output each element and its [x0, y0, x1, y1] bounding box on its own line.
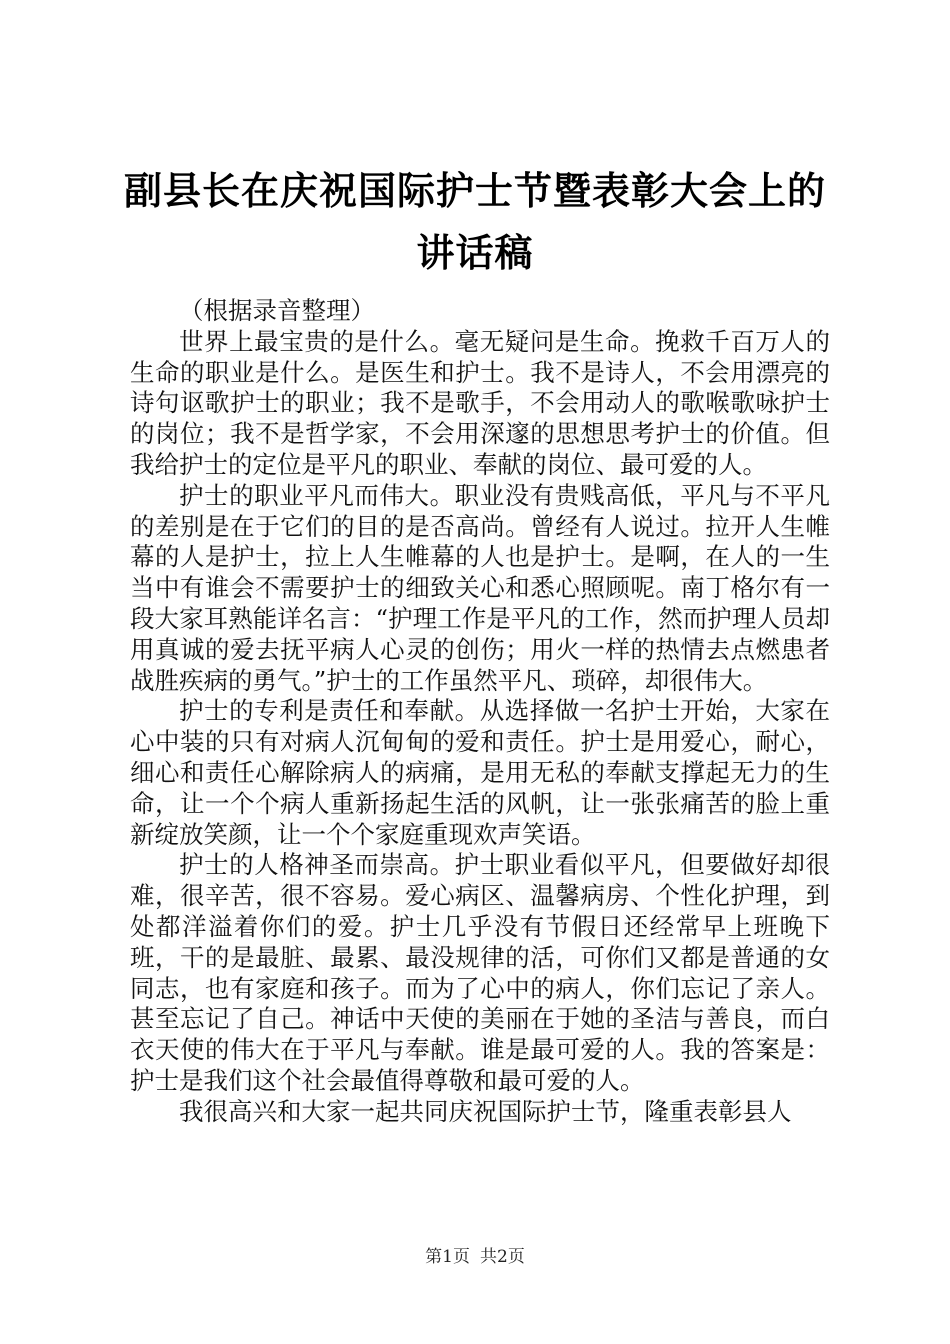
page-total: 共2页 — [480, 1247, 525, 1267]
paragraph: 护士的人格神圣而崇高。护士职业看似平凡，但要做好却很难，很辛苦，很不容易。爱心病区、温馨病房、个性化护理，到处都洋溢着你们的爱。护士几乎没有节假日还经常早上班晚下班，干的是最脏、最累、最没规律的活，可你们又都是普通的女同志，也有家庭和孩子。而为了心中的病人，你们忘记了亲人。甚至忘记了自己。神话中天使的美丽在于她的圣洁与善良，而白衣天使的伟大在于平凡与奉献。谁是最可爱的人。我的答案是：护士是我们这个社会最值得尊敬和最可爱的人。 — [130, 850, 830, 1095]
paragraph: 护士的职业平凡而伟大。职业没有贵贱高低，平凡与不平凡的差别是在于它们的目的是否高尚。曾经有人说过。拉开人生帷幕的人是护士，拉上人生帷幕的人也是护士。是啊，在人的一生当中有谁会不需要护士的细致关心和悉心照顾呢。南丁格尔有一段大家耳熟能详名言：“护理工作是平凡的工作，然而护理人员却用真诚的爱去抚平病人心灵的创伤；用火一样的热情去点燃患者战胜疾病的勇气。”护士的工作虽然平凡、琐碎，却很伟大。 — [130, 480, 830, 695]
document-title: 副县长在庆祝国际护士节暨表彰大会上的讲话稿 — [123, 169, 826, 275]
paragraph: 我很高兴和大家一起共同庆祝国际护士节，隆重表彰县人 — [179, 1096, 792, 1126]
page-number: 第1页 — [425, 1247, 470, 1267]
transcript-note: （根据录音整理） — [179, 296, 375, 325]
paragraph: 护士的专利是责任和奉献。从选择做一名护士开始，大家在心中装的只有对病人沉甸甸的爱和责任。护士是用爱心，耐心，细心和责任心解除病人的病痛，是用无私的奉献支撑起无力的生命，让一个个病人重新扬起生活的风帆，让一张张痛苦的脸上重新绽放笑颜，让一个个家庭重现欢声笑语。 — [130, 696, 830, 849]
document-body — [130, 296, 830, 1128]
page-footer — [0, 1246, 950, 1268]
paragraph: 世界上最宝贵的是什么。毫无疑问是生命。挽救千百万人的生命的职业是什么。是医生和护士。我不是诗人，不会用漂亮的诗句讴歌护士的职业；我不是歌手，不会用动人的歌喉歌咏护士的岗位；我不是哲学家，不会用深邃的思想思考护士的价值。但我给护士的定位是平凡的职业、奉献的岗位、最可爱的人。 — [130, 326, 830, 479]
